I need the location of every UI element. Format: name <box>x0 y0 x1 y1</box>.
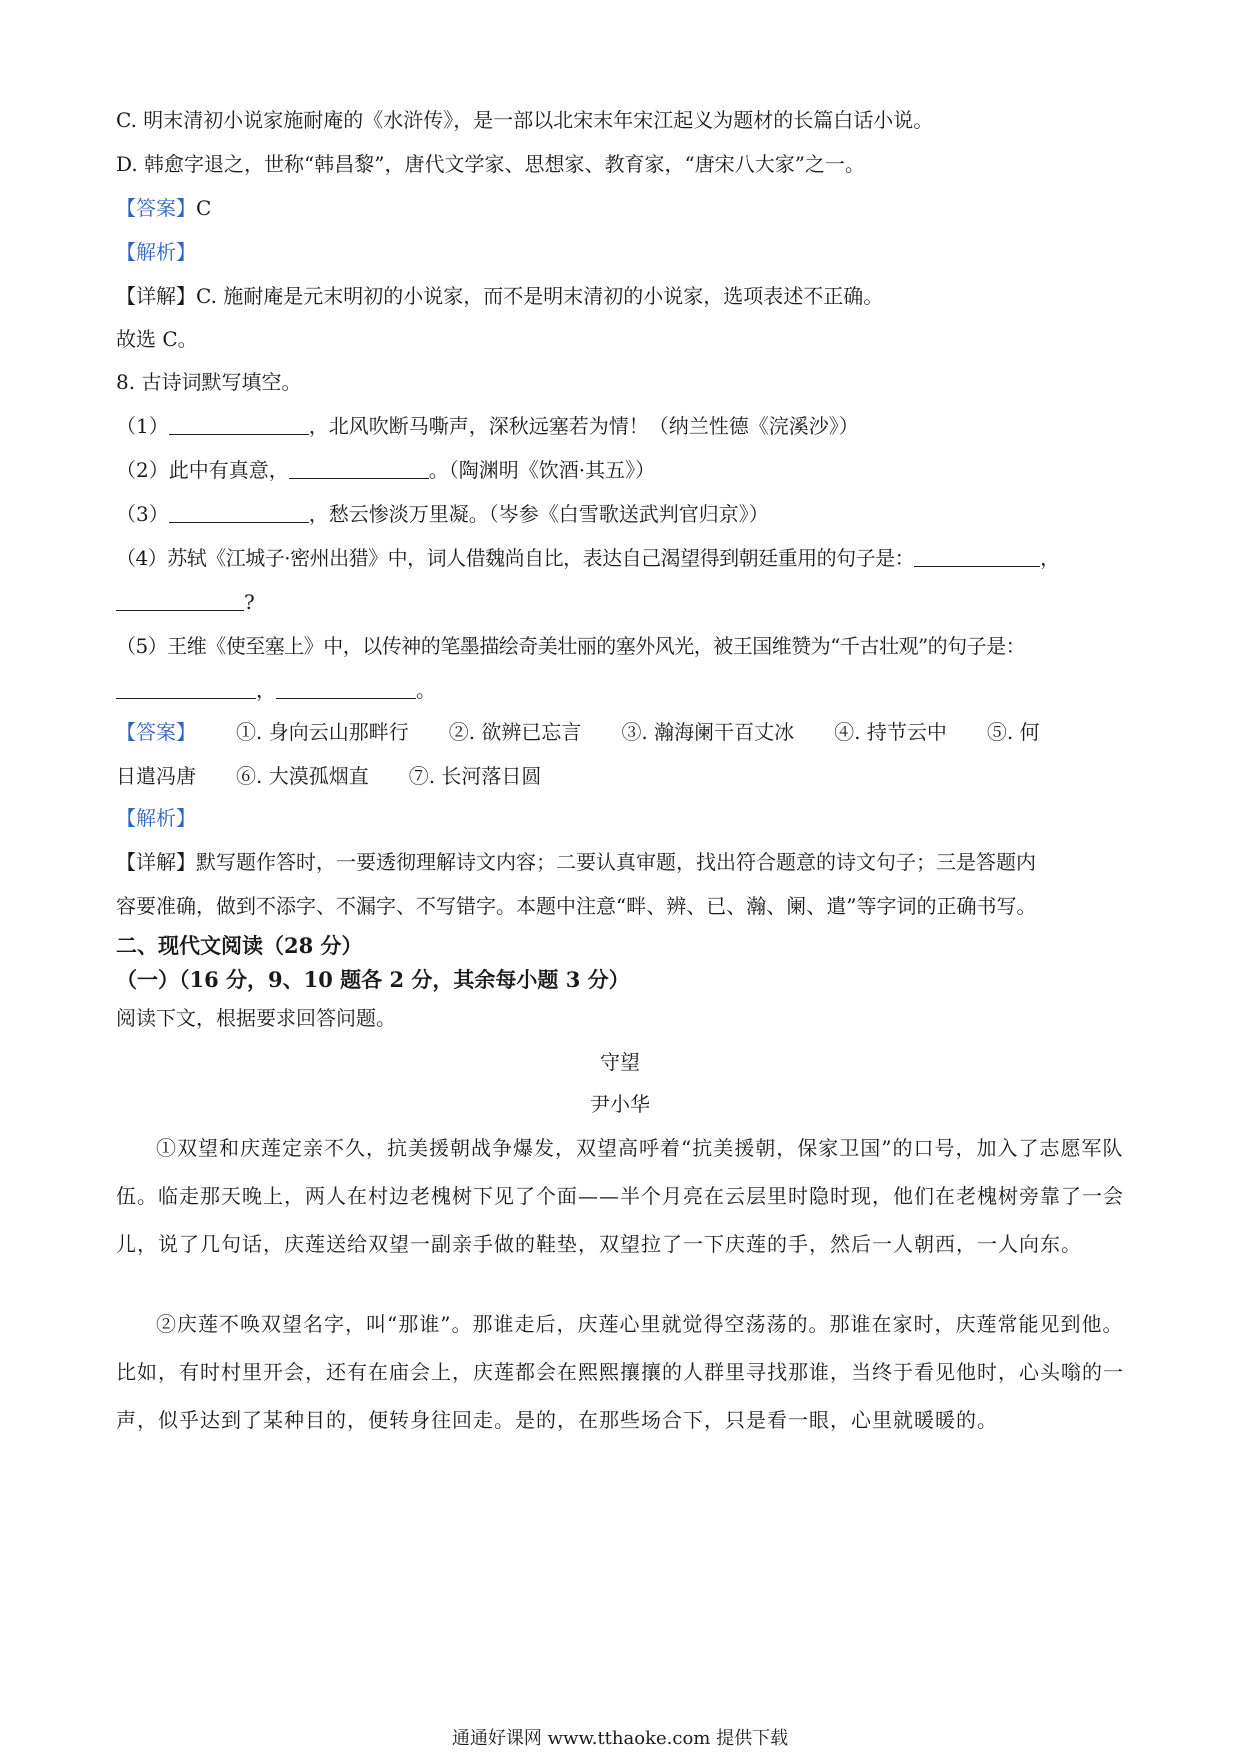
answer-item: ⑦. 长河落日圆 <box>408 764 542 788</box>
q7-option-d: D. 韩愈字退之，世称“韩昌黎”，唐代文学家、思想家、教育家，“唐宋八大家”之一。 <box>116 152 865 176</box>
q7-answer <box>116 194 211 222</box>
q8-detail-line-2: 容要准确，做到不添字、不漏字、不写错字。本题中注意“畔、辨、已、瀚、阑、遣”等字词的正确书写。 <box>116 894 1037 918</box>
item-comma: ， <box>256 678 276 702</box>
article-paragraph-1: ①双望和庆莲定亲不久，抗美援朝战争爆发，双望高呼着“抗美援朝，保家卫国”的口号，加入了志愿军队伍。临走那天晚上，两人在村边老槐树下见了个面——半个月亮在云层里时隐时现，他们在老槐树旁靠了一会儿，说了几句话，庆莲送给双望一副亲手做的鞋垫，双望拉了一下庆莲的手，然后一人朝西，一人向东。 <box>116 1136 1124 1256</box>
answer-item: ④. 持节云中 <box>834 720 947 744</box>
fill-blank <box>914 546 1040 567</box>
answer-item: ①. 身向云山那畔行 <box>236 720 409 744</box>
item-end: 。 <box>416 678 436 702</box>
article-title: 守望 <box>600 1050 640 1074</box>
item-prefix: （3） <box>116 502 169 526</box>
answer-item: ⑥. 大漠孤烟直 <box>236 764 369 788</box>
q7-detail: 【详解】C. 施耐庵是元末明初的小说家，而不是明末清初的小说家，选项表述不正确。 <box>116 284 884 308</box>
q7-analysis-tag: 【解析】 <box>116 240 196 264</box>
answer-item: 日遣冯唐 <box>116 764 196 788</box>
item-comma: ， <box>1040 546 1060 570</box>
fill-blank <box>169 414 309 435</box>
q7-conclusion: 故选 C。 <box>116 327 198 351</box>
q7-option-c: C. 明末清初小说家施耐庵的《水浒传》，是一部以北宋末年宋江起义为题材的长篇白话小说。 <box>116 108 934 132</box>
page-footer: 通通好课网 www.tthaoke.com 提供下载 <box>451 1728 789 1749</box>
reading-instruction: 阅读下文，根据要求回答问题。 <box>116 1006 396 1030</box>
answer-value: C <box>196 196 212 220</box>
item-suffix: ，北风吹断马嘶声，深秋远塞若为情！（纳兰性德《浣溪沙》） <box>308 414 859 438</box>
q8-analysis-tag: 【解析】 <box>116 806 196 830</box>
q8-item-2 <box>116 456 655 484</box>
article-paragraph-2: ②庆莲不唤双望名字，叫“那谁”。那谁走后，庆莲心里就觉得空荡荡的。那谁在家时，庆莲常能见到他。比如，有时村里开会，还有在庙会上，庆莲都会在熙熙攘攘的人群里寻找那谁，当终于看见他时，心头嗡的一声，似乎达到了某种目的，便转身往回走。是的，在那些场合下，只是看一眼，心里就暖暖的。 <box>116 1312 1124 1432</box>
fill-blank <box>116 590 244 611</box>
item-prefix: （2）此中有真意， <box>116 458 289 482</box>
item-end: ? <box>244 590 255 614</box>
answer-tag: 【答案】 <box>116 196 196 220</box>
section-sub-heading: （一）（16 分，9、10 题各 2 分，其余每小题 3 分） <box>116 967 630 992</box>
fill-blank <box>169 502 309 523</box>
fill-blank <box>116 678 256 699</box>
q8-item-4 <box>116 544 1060 572</box>
q8-answers-line-1 <box>116 718 1040 746</box>
answer-item: ②. 欲辨已忘言 <box>448 720 582 744</box>
fill-blank <box>289 458 429 479</box>
q8-item-3 <box>116 500 769 528</box>
q8-item-5: （5）王维《使至塞上》中，以传神的笔墨描绘奇美壮丽的塞外风光，被王国维赞为“千古壮观”的句子是： <box>116 634 1026 658</box>
q8-item-1 <box>116 412 859 440</box>
item-suffix: 。（陶渊明《饮酒·其五》） <box>428 458 656 482</box>
q8-answers-line-2 <box>116 762 541 790</box>
answer-item: ⑤. 何 <box>986 720 1040 744</box>
item-prefix: （1） <box>116 414 169 438</box>
q8-item-5-cont <box>116 676 436 704</box>
item-text: （4）苏轼《江城子·密州出猎》中，词人借魏尚自比，表达自己渴望得到朝廷重用的句子是： <box>116 546 915 570</box>
q8-detail-line-1: 【详解】默写题作答时，一要透彻理解诗文内容；二要认真审题，找出符合题意的诗文句子；三是答题内 <box>116 850 1036 874</box>
q8-title: 8. 古诗词默写填空。 <box>116 370 302 394</box>
fill-blank <box>276 678 416 699</box>
q8-item-4-cont <box>116 588 255 616</box>
article-author: 尹小华 <box>590 1092 650 1116</box>
section-heading: 二、现代文阅读（28 分） <box>116 933 363 958</box>
answer-tag: 【答案】 <box>116 720 196 744</box>
answer-item: ③. 瀚海阑干百丈冰 <box>621 720 795 744</box>
item-suffix: ，愁云惨淡万里凝。（岑参《白雪歌送武判官归京》） <box>308 502 769 526</box>
